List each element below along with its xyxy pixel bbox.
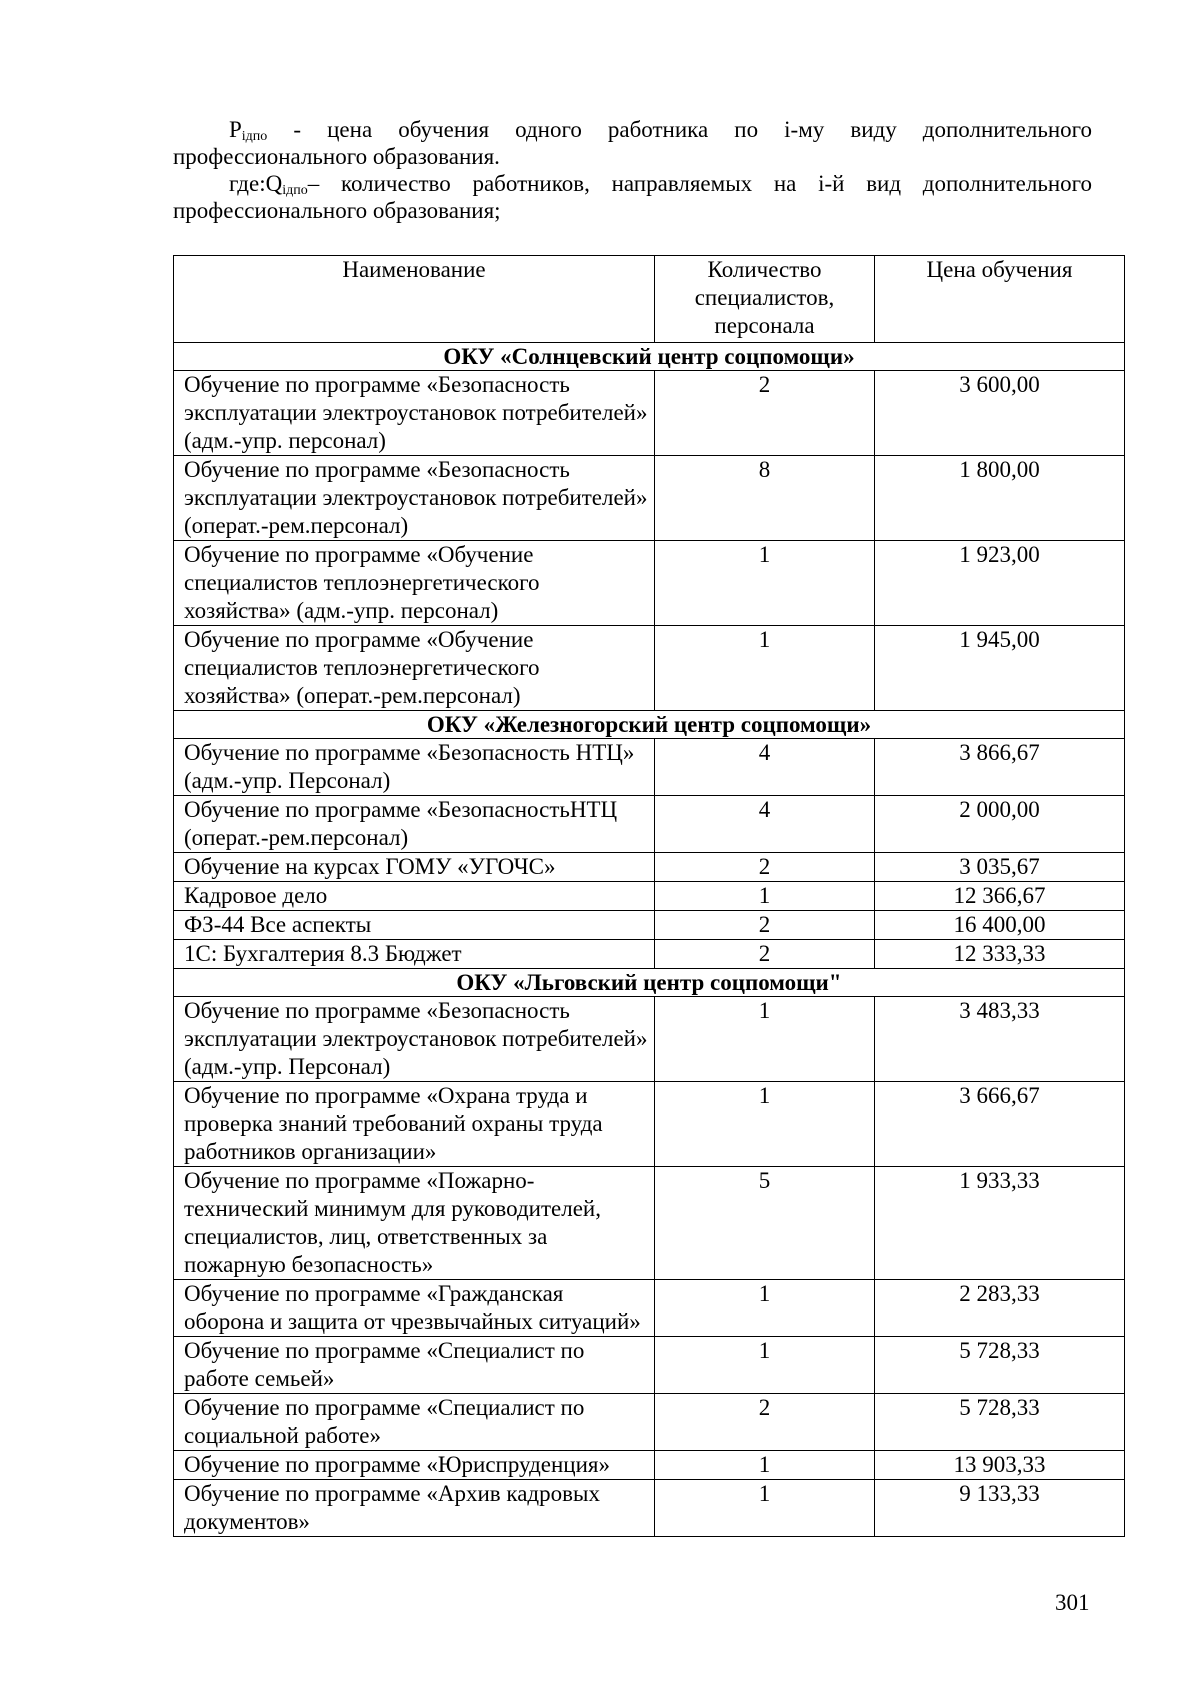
table-row (174, 882, 1125, 911)
staff-count-cell: 1 (655, 1337, 875, 1394)
training-price-cell: 13 903,33 (875, 1451, 1125, 1480)
staff-count-cell: 1 (655, 1480, 875, 1537)
training-price-cell: 3 483,33 (875, 997, 1125, 1082)
course-name-cell: Обучение по программе «Гражданская оборона и защита от чрезвычайных ситуаций» (174, 1280, 655, 1337)
course-name-cell: Обучение по программе «Охрана труда и проверка знаний требований охраны труда работников организации» (174, 1082, 655, 1167)
staff-count-cell: 1 (655, 1082, 875, 1167)
table-row (174, 1394, 1125, 1451)
table-row (174, 796, 1125, 853)
training-price-cell: 9 133,33 (875, 1480, 1125, 1537)
quantity-symbol: где:Q (229, 171, 283, 196)
course-name-cell: Обучение по программе «Безопасность эксплуатации электроустановок потребителей» (адм.-упр. Персонал) (174, 997, 655, 1082)
staff-count-cell: 1 (655, 997, 875, 1082)
intro-paragraph-quantity (173, 170, 1092, 224)
table-row (174, 541, 1125, 626)
course-name-cell: ФЗ-44 Все аспекты (174, 911, 655, 940)
course-name-cell: Обучение на курсах ГОМУ «УГОЧС» (174, 853, 655, 882)
section-title: ОКУ «Льговский центр соцпомощи" (174, 969, 1125, 997)
training-price-cell: 2 283,33 (875, 1280, 1125, 1337)
staff-count-cell: 8 (655, 456, 875, 541)
section-row (174, 969, 1125, 997)
training-costs-table (173, 255, 1125, 1537)
training-price-cell: 16 400,00 (875, 911, 1125, 940)
staff-count-cell: 2 (655, 911, 875, 940)
table-row (174, 739, 1125, 796)
table-row (174, 371, 1125, 456)
price-definition: - цена обучения одного работника по i-му виду дополнительного профессионального образования. (173, 117, 1092, 169)
training-price-cell: 2 000,00 (875, 796, 1125, 853)
staff-count-cell: 4 (655, 796, 875, 853)
training-price-cell: 3 035,67 (875, 853, 1125, 882)
course-name-cell: Обучение по программе «Обучение специалистов теплоэнергетического хозяйства» (адм.-упр. персонал) (174, 541, 655, 626)
table-body (174, 343, 1125, 1537)
training-price-cell: 3 600,00 (875, 371, 1125, 456)
training-price-cell: 5 728,33 (875, 1337, 1125, 1394)
training-price-cell: 3 866,67 (875, 739, 1125, 796)
staff-count-cell: 1 (655, 1280, 875, 1337)
staff-count-cell: 4 (655, 739, 875, 796)
table-row (174, 1082, 1125, 1167)
table-row (174, 1167, 1125, 1280)
table-row (174, 853, 1125, 882)
training-price-cell: 12 333,33 (875, 940, 1125, 969)
price-symbol-subscript: iдпо (241, 129, 268, 144)
course-name-cell: Обучение по программе «Юриспруденция» (174, 1451, 655, 1480)
table-row (174, 997, 1125, 1082)
quantity-definition: – количество работников, направляемых на i-й вид дополнительного профессионального образования; (173, 171, 1092, 223)
course-name-cell: Обучение по программе «Пожарно-технический минимум для руководителей, специалистов, лиц, ответственных за пожарную безопасность» (174, 1167, 655, 1280)
staff-count-cell: 5 (655, 1167, 875, 1280)
staff-count-cell: 1 (655, 1451, 875, 1480)
course-name-cell: Кадровое дело (174, 882, 655, 911)
course-name-cell: Обучение по программе «Безопасность НТЦ» (адм.-упр. Персонал) (174, 739, 655, 796)
table-row (174, 626, 1125, 711)
course-name-cell: Обучение по программе «Обучение специалистов теплоэнергетического хозяйства» (операт.-рем.персонал) (174, 626, 655, 711)
training-price-cell: 5 728,33 (875, 1394, 1125, 1451)
section-title: ОКУ «Солнцевский центр соцпомощи» (174, 343, 1125, 371)
staff-count-cell: 2 (655, 1394, 875, 1451)
header-count: Количество специалистов, персонала (655, 256, 875, 343)
course-name-cell: Обучение по программе «Безопасность эксплуатации электроустановок потребителей» (операт.-рем.персонал) (174, 456, 655, 541)
table-row (174, 1280, 1125, 1337)
course-name-cell: 1С: Бухгалтерия 8.3 Бюджет (174, 940, 655, 969)
section-title: ОКУ «Железногорский центр соцпомощи» (174, 711, 1125, 739)
table-row (174, 1480, 1125, 1537)
staff-count-cell: 1 (655, 882, 875, 911)
training-price-cell: 1 923,00 (875, 541, 1125, 626)
section-row (174, 711, 1125, 739)
intro-paragraph-price (173, 116, 1092, 170)
staff-count-cell: 2 (655, 853, 875, 882)
section-row (174, 343, 1125, 371)
staff-count-cell: 2 (655, 940, 875, 969)
training-price-cell: 1 800,00 (875, 456, 1125, 541)
staff-count-cell: 1 (655, 626, 875, 711)
training-price-cell: 12 366,67 (875, 882, 1125, 911)
course-name-cell: Обучение по программе «Специалист по работе семьей» (174, 1337, 655, 1394)
course-name-cell: Обучение по программе «Специалист по социальной работе» (174, 1394, 655, 1451)
staff-count-cell: 2 (655, 371, 875, 456)
table-header-row (174, 256, 1125, 343)
quantity-symbol-subscript: iдпо (282, 183, 308, 198)
header-name: Наименование (174, 256, 655, 343)
table-row (174, 940, 1125, 969)
course-name-cell: Обучение по программе «Безопасность эксплуатации электроустановок потребителей» (адм.-упр. персонал) (174, 371, 655, 456)
training-price-cell: 1 945,00 (875, 626, 1125, 711)
table-row (174, 911, 1125, 940)
training-price-cell: 1 933,33 (875, 1167, 1125, 1280)
course-name-cell: Обучение по программе «БезопасностьНТЦ (операт.-рем.персонал) (174, 796, 655, 853)
table-row (174, 1451, 1125, 1480)
table-row (174, 456, 1125, 541)
table-row (174, 1337, 1125, 1394)
header-price: Цена обучения (875, 256, 1125, 343)
staff-count-cell: 1 (655, 541, 875, 626)
course-name-cell: Обучение по программе «Архив кадровых документов» (174, 1480, 655, 1537)
page-number: 301 (1055, 1590, 1090, 1615)
training-price-cell: 3 666,67 (875, 1082, 1125, 1167)
intro-text (173, 116, 1092, 224)
price-symbol: P (229, 117, 242, 142)
